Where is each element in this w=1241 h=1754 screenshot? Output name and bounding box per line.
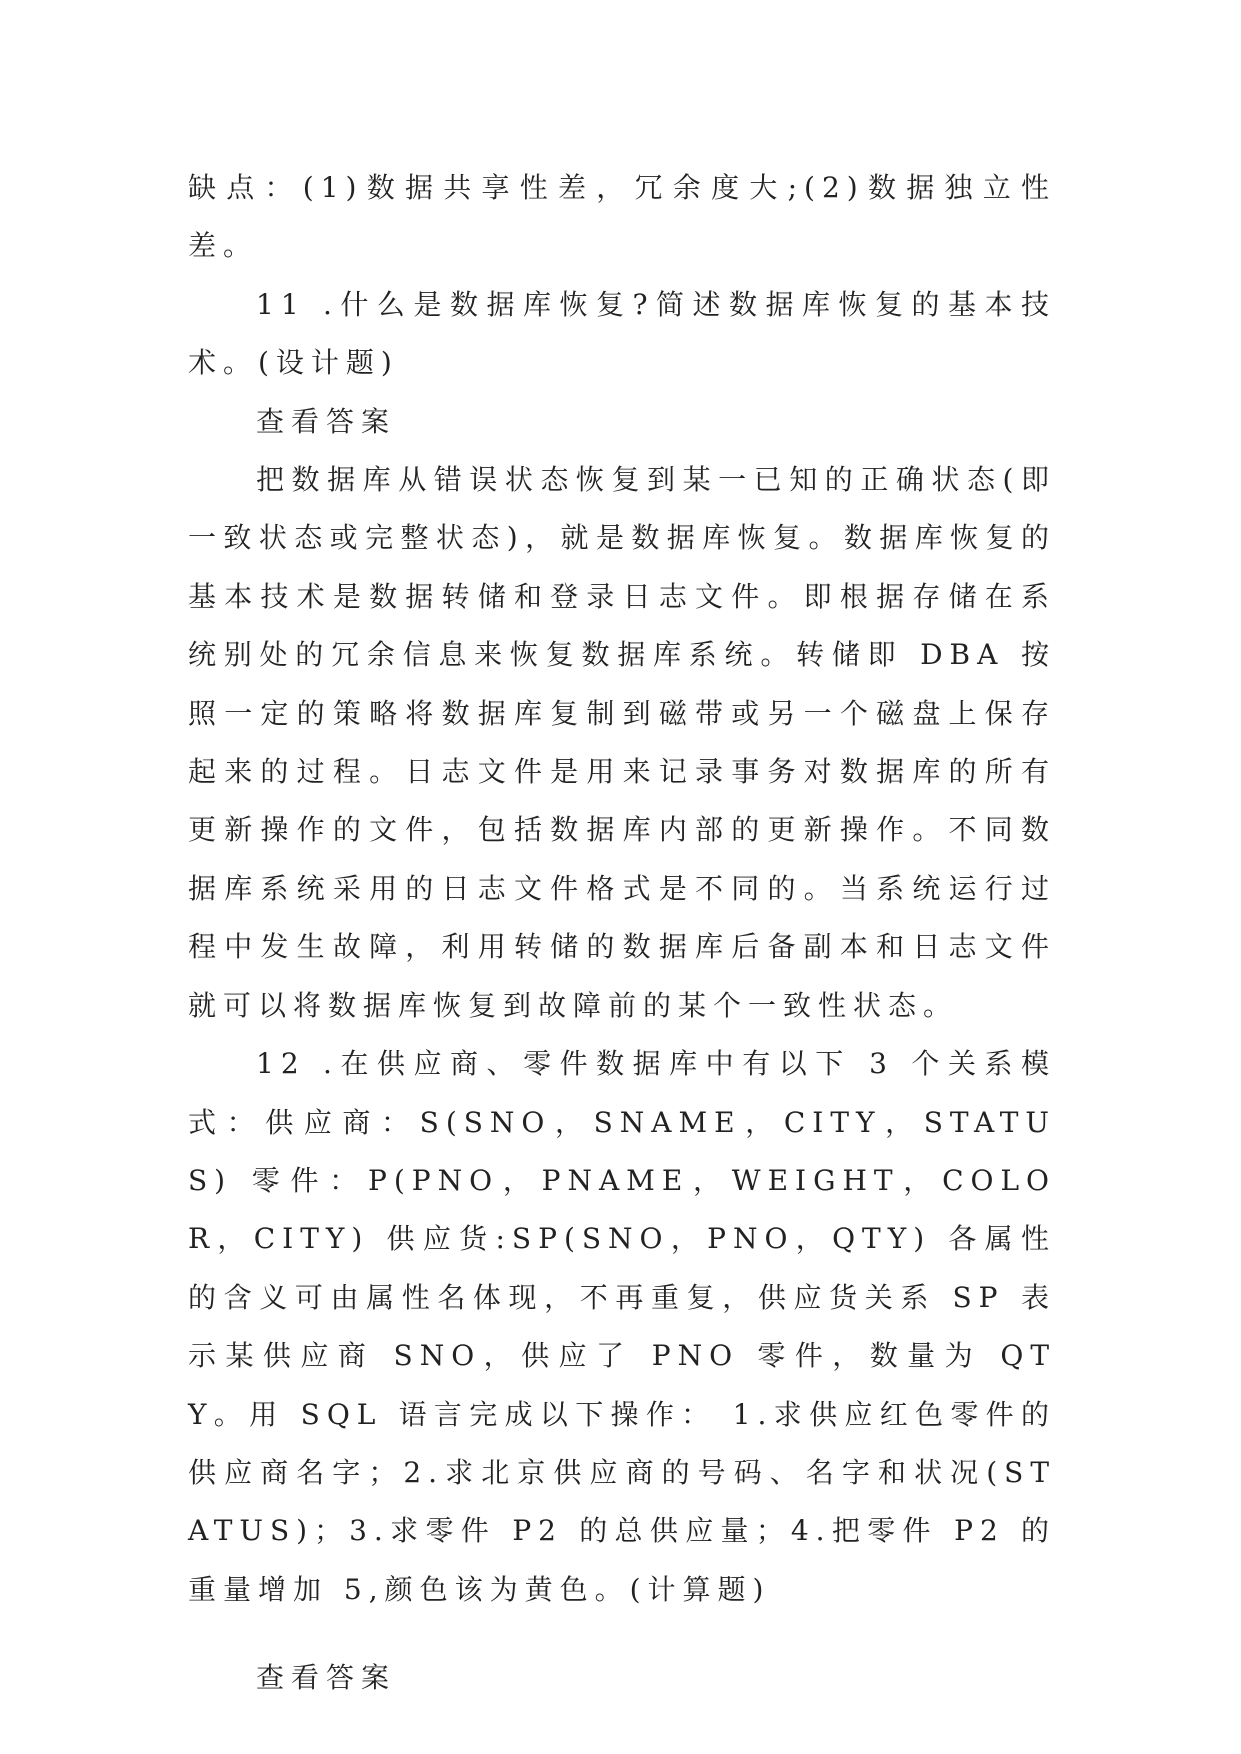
paragraph-disadvantages: 缺点：(1)数据共享性差，冗余度大;(2)数据独立性差。 xyxy=(188,171,1056,263)
question-11: 11 .什么是数据库恢复?简述数据库恢复的基本技术。(设计题) xyxy=(188,287,1056,380)
view-answer-link-11[interactable]: 查看答案 xyxy=(256,404,397,438)
view-answer-link-12[interactable]: 查看答案 xyxy=(256,1661,397,1695)
paragraph-gap xyxy=(188,1619,1056,1649)
document-body xyxy=(188,159,1056,1708)
question-12: 12 .在供应商、零件数据库中有以下 3 个关系模式：供应商：S(SNO，SNAME，CITY，STATUS) 零件：P(PNO，PNAME，WEIGHT，COLOR，CITY) 供应货:SP(SNO，PNO，QTY) 各属性的含义可由属性名体现，不再重复，供应货关系 SP 表示某供应商 SNO，供应了 PNO 零件，数量为 QTY。用 SQL 语言完成以下操作： 1.求供应红色零件的供应商名字；2.求北京供应商的号码、名字和状况(STATUS)；3.求零件 P2 的总供应量；4.把零件 P2 的重量增加 5,颜色该为黄色。(计算题) xyxy=(188,1047,1056,1606)
answer-11: 把数据库从错误状态恢复到某一已知的正确状态(即一致状态或完整状态)，就是数据库恢复。数据库恢复的基本技术是数据转储和登录日志文件。即根据存储在系统别处的冗余信息来恢复数据库系统。转储即 DBA 按照一定的策略将数据库复制到磁带或另一个磁盘上保存起来的过程。日志文件是用来记录事务对数据库的所有更新操作的文件，包括数据库内部的更新操作。不同数据库系统采用的日志文件格式是不同的。当系统运行过程中发生故障，利用转储的数据库后备副本和日志文件就可以将数据库恢复到故障前的某个一致性状态。 xyxy=(188,463,1056,1022)
